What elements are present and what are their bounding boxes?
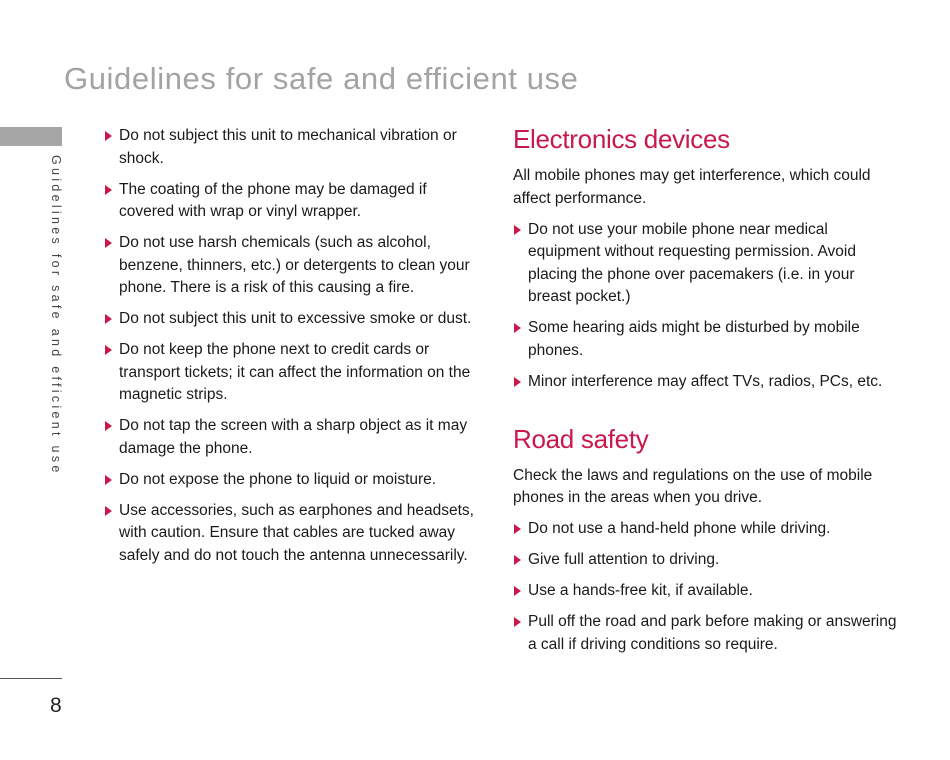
triangle-bullet-icon	[514, 524, 521, 534]
list-item-text: Do not use harsh chemicals (such as alcohol, benzene, thinners, etc.) or detergents to clean your phone. There is a risk of this causing a fire.	[119, 234, 470, 296]
electronics-intro: All mobile phones may get interference, which could affect performance.	[513, 167, 871, 207]
list-item	[104, 232, 479, 300]
electronics-list	[513, 219, 898, 394]
list-item	[513, 611, 898, 656]
caution-list	[104, 125, 479, 567]
list-item	[513, 219, 898, 309]
list-item	[104, 500, 479, 568]
list-item-text: Do not subject this unit to mechanical vibration or shock.	[119, 127, 457, 167]
electronics-section	[513, 122, 898, 393]
list-item	[513, 518, 898, 541]
list-item	[513, 371, 898, 394]
right-column	[513, 122, 898, 665]
list-item	[104, 308, 479, 331]
triangle-bullet-icon	[105, 475, 112, 485]
list-item-text: Use accessories, such as earphones and headsets, with caution. Ensure that cables are tucked away safely and do not touch the antenna unnecessarily.	[119, 501, 474, 564]
list-item	[513, 549, 898, 572]
list-item-text: The coating of the phone may be damaged if covered with wrap or vinyl wrapper.	[119, 180, 427, 220]
triangle-bullet-icon	[105, 185, 112, 195]
list-item-text: Some hearing aids might be disturbed by mobile phones.	[528, 319, 860, 359]
list-item-text: Do not keep the phone next to credit cards or transport tickets; it can affect the information on the magnetic strips.	[119, 341, 471, 403]
road-safety-list	[513, 518, 898, 656]
list-item-text: Do not use a hand-held phone while driving.	[528, 520, 831, 537]
list-item	[513, 317, 898, 362]
footer-divider	[0, 678, 62, 679]
triangle-bullet-icon	[105, 238, 112, 248]
left-column	[104, 125, 479, 576]
list-item	[104, 415, 479, 460]
list-item	[104, 339, 479, 407]
list-item	[104, 125, 479, 170]
triangle-bullet-icon	[105, 506, 112, 516]
list-item-text: Give full attention to driving.	[528, 551, 720, 568]
triangle-bullet-icon	[514, 377, 521, 387]
triangle-bullet-icon	[105, 131, 112, 141]
triangle-bullet-icon	[105, 345, 112, 355]
electronics-heading: Electronics devices	[513, 124, 730, 154]
triangle-bullet-icon	[514, 617, 521, 627]
triangle-bullet-icon	[105, 421, 112, 431]
triangle-bullet-icon	[514, 225, 521, 235]
list-item-text: Do not expose the phone to liquid or moisture.	[119, 470, 437, 488]
side-tab-marker	[0, 127, 62, 146]
list-item-text: Do not use your mobile phone near medical equipment without requesting permission. Avoid placing the phone over pacemakers (i.e. in your breast pocket.)	[528, 220, 856, 305]
road-safety-section	[513, 422, 898, 657]
triangle-bullet-icon	[105, 314, 112, 324]
road-safety-heading: Road safety	[513, 423, 649, 454]
road-safety-intro: Check the laws and regulations on the use of mobile phones in the areas when you drive.	[513, 466, 873, 506]
list-item-text: Use a hands-free kit, if available.	[528, 582, 753, 599]
page-title: Guidelines for safe and efficient use	[64, 60, 579, 96]
triangle-bullet-icon	[514, 323, 521, 333]
page-number: 8	[50, 694, 62, 717]
list-item	[104, 469, 479, 492]
triangle-bullet-icon	[514, 555, 521, 565]
list-item	[513, 580, 898, 603]
list-item	[104, 179, 479, 224]
list-item-text: Do not subject this unit to excessive smoke or dust.	[119, 310, 472, 327]
list-item-text: Minor interference may affect TVs, radios, PCs, etc.	[528, 372, 883, 390]
side-section-label: Guidelines for safe and efficient use	[49, 155, 63, 476]
list-item-text: Pull off the road and park before making or answering a call if driving conditions so require.	[528, 613, 897, 653]
triangle-bullet-icon	[514, 586, 521, 596]
list-item-text: Do not tap the screen with a sharp object as it may damage the phone.	[119, 417, 468, 457]
